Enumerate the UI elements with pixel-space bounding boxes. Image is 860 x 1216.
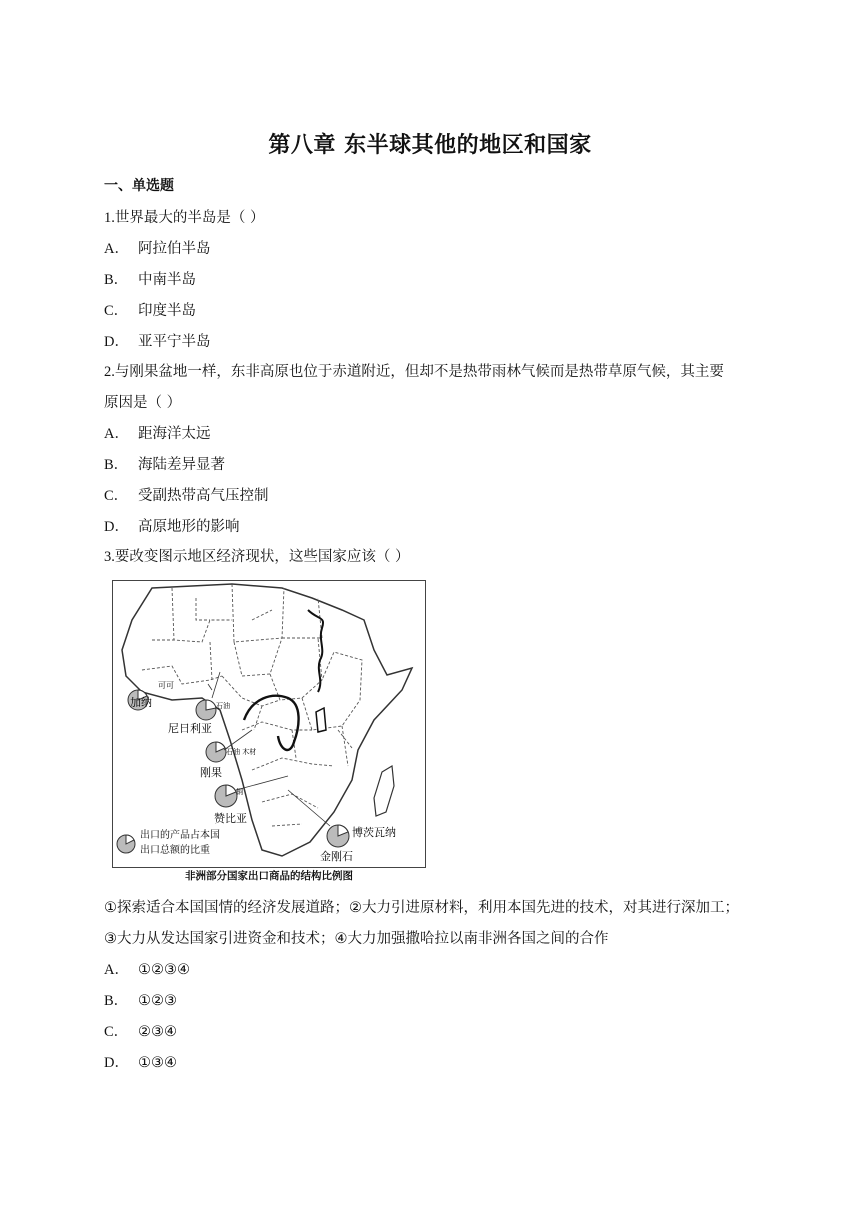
label-botswana: 博茨瓦纳 (352, 826, 396, 839)
label-copper: 铜 (236, 788, 243, 796)
pie-legend (117, 835, 135, 853)
option-text: 受副热带高气压控制 (138, 488, 269, 504)
pie-zambia (215, 785, 237, 807)
question-2-stem-cont: 原因是（ ） (104, 395, 182, 411)
question-1-option-b[interactable] (104, 270, 196, 290)
africa-export-map (112, 580, 426, 868)
lake-shape (316, 708, 326, 732)
option-letter: B． (104, 993, 129, 1009)
label-ghana: 加纳 (130, 696, 152, 709)
label-petroleum: 石油 (216, 702, 230, 710)
option-text: 距海洋太远 (138, 426, 211, 442)
option-text: 海陆差异显著 (138, 457, 225, 473)
option-text: 阿拉伯半岛 (138, 241, 211, 257)
question-2-option-d[interactable] (104, 517, 240, 537)
option-text: 高原地形的影响 (138, 519, 240, 535)
option-text: ②③④ (138, 1024, 177, 1040)
question-3-option-c[interactable] (104, 1022, 177, 1042)
pie-nigeria (196, 700, 216, 720)
pie-congo (206, 742, 226, 762)
option-letter: B． (104, 272, 129, 288)
label-cocoa: 可可 (158, 681, 174, 690)
option-text: 印度半岛 (138, 303, 196, 319)
option-text: ①③④ (138, 1055, 177, 1071)
option-letter: D． (104, 519, 129, 535)
option-letter: D． (104, 1055, 129, 1071)
question-number: 1. (104, 210, 115, 226)
option-letter: A． (104, 241, 129, 257)
option-letter: C． (104, 1024, 129, 1040)
option-letter: D． (104, 334, 129, 350)
label-petroleum-timber: 石油 木材 (226, 748, 257, 756)
question-3-statements-line-2: ③大力从发达国家引进资金和技术；④大力加强撒哈拉以南非洲各国之间的合作 (104, 931, 609, 947)
map-svg (112, 580, 426, 868)
question-1-option-a[interactable] (104, 239, 211, 259)
option-letter: C． (104, 303, 129, 319)
page-title: 第八章 东半球其他的地区和国家 (268, 133, 592, 158)
question-text: 世界最大的半岛是（ ） (114, 210, 265, 226)
question-2-stem (104, 362, 724, 382)
label-diamond: 金刚石 (320, 850, 353, 863)
section-heading: 一、单选题 (104, 178, 174, 194)
question-1-option-c[interactable] (104, 301, 196, 321)
option-letter: C． (104, 488, 129, 504)
question-1-option-d[interactable] (104, 332, 211, 352)
question-text: 要改变图示地区经济现状，这些国家应该（ ） (114, 549, 410, 565)
question-3-stem (104, 547, 409, 567)
option-letter: B． (104, 457, 129, 473)
question-3-statements-line-1: ①探索适合本国国情的经济发展道路；②大力引进原材料，利用本国先进的技术，对其进行深加工； (104, 900, 739, 916)
question-3-option-b[interactable] (104, 991, 177, 1011)
question-text: 与刚果盆地一样，东非高原也位于赤道附近，但却不是热带雨林气候而是热带草原气候，其主要 (114, 364, 724, 380)
question-3-option-a[interactable] (104, 960, 190, 980)
question-1-stem (104, 208, 264, 228)
option-letter: A． (104, 426, 129, 442)
option-text: 中南半岛 (138, 272, 196, 288)
question-2-option-a[interactable] (104, 424, 211, 444)
question-number: 2. (104, 364, 115, 380)
question-number: 3. (104, 549, 115, 565)
label-zambia: 赞比亚 (214, 812, 247, 825)
map-caption: 非洲部分国家出口商品的结构比例图 (185, 870, 353, 882)
question-3-option-d[interactable] (104, 1053, 177, 1073)
legend-line-1: 出口的产品占本国 (140, 830, 220, 841)
label-nigeria: 尼日利亚 (168, 722, 212, 735)
question-2-option-b[interactable] (104, 455, 225, 475)
pie-botswana (327, 825, 349, 847)
option-text: ①②③ (138, 993, 177, 1009)
option-letter: A． (104, 962, 129, 978)
option-text: ①②③④ (138, 962, 190, 978)
option-text: 亚平宁半岛 (138, 334, 211, 350)
question-2-option-c[interactable] (104, 486, 269, 506)
label-congo: 刚果 (200, 766, 222, 779)
legend-line-2: 出口总额的比重 (140, 845, 210, 856)
